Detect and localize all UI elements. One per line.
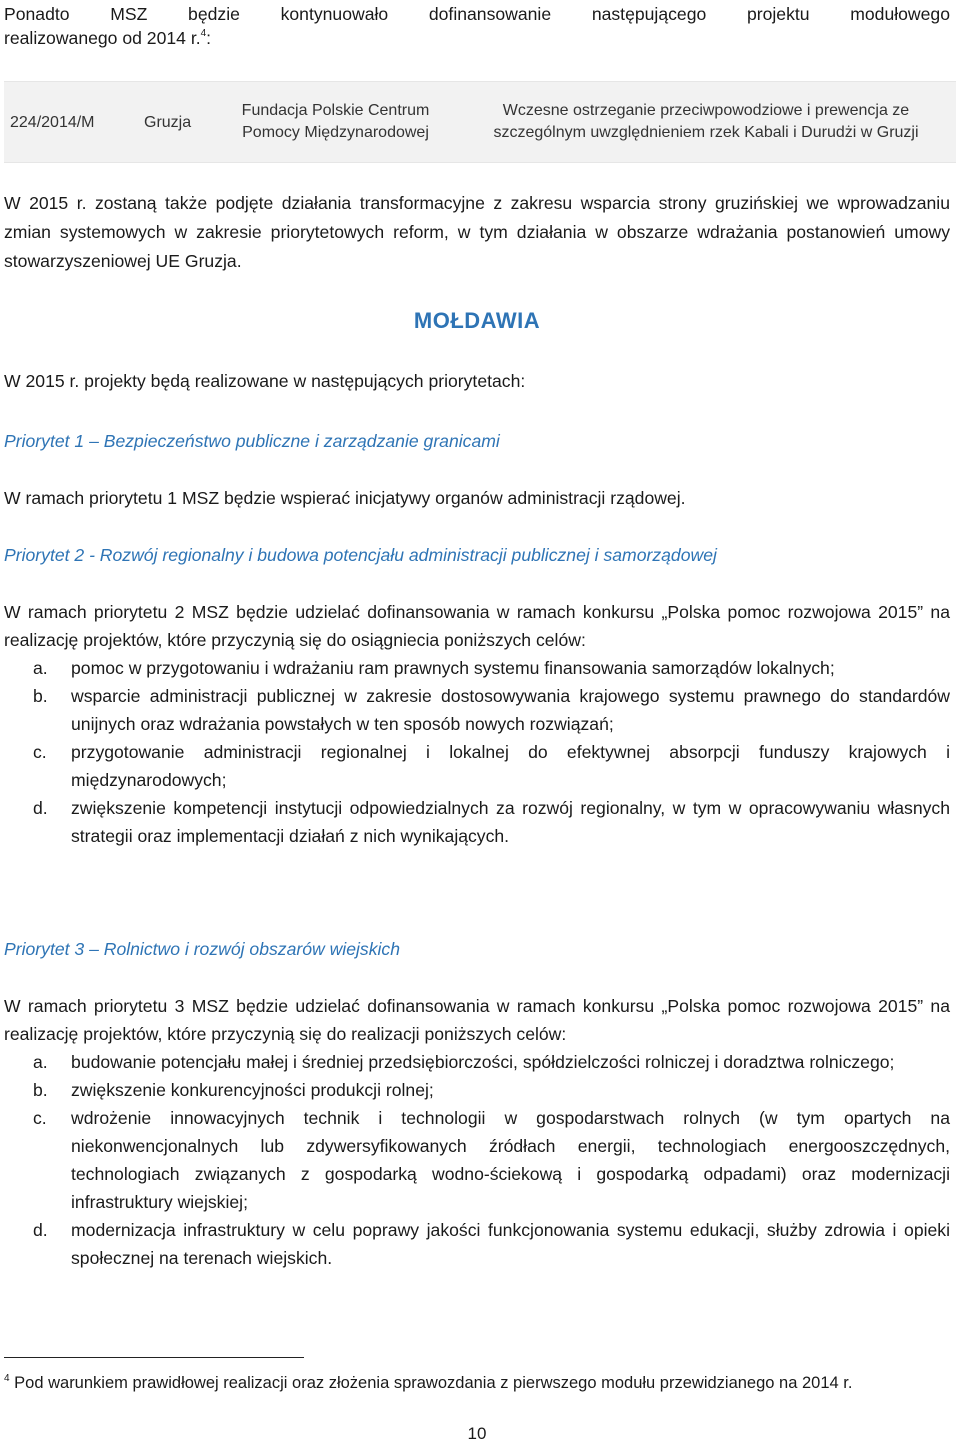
list-item [4,1104,950,1216]
project-organization: Fundacja Polskie Centrum Pomocy Międzynarodowej [241,102,430,141]
footnote [4,1369,950,1397]
list-item-text: przygotowanie administracji regionalnej i lokalnej do efektywnej absorpcji funduszy krajowych i międzynarodowych; [71,742,950,790]
list-item [4,1048,950,1076]
list-marker: c. [33,1108,47,1128]
priority-2-goals-list [4,654,950,850]
intro-line-2-text: realizowanego od 2014 r. [4,28,201,48]
priority-3-heading: Priorytet 3 – Rolnictwo i rozwój obszarów wiejskich [4,939,400,959]
moldova-intro: W 2015 r. projekty będą realizowane w następujących priorytetach: [4,371,526,391]
list-item-text: zwiększenie konkurencyjności produkcji rolnej; [71,1080,434,1100]
list-item [4,1076,950,1104]
list-marker: c. [33,742,47,762]
project-number: 224/2014/M [10,114,95,131]
list-item [4,654,950,682]
list-item-text: modernizacja infrastruktury w celu poprawy jakości funkcjonowania systemu edukacji, służby zdrowia i opieki społecznej na terenach wiejskich. [71,1220,950,1268]
list-marker: d. [33,798,48,818]
page-number: 10 [467,1424,487,1443]
list-item [4,738,950,794]
footnote-number: 4 [4,1373,10,1384]
list-item [4,794,950,850]
priority-1-heading: Priorytet 1 – Bezpieczeństwo publiczne i zarządzanie granicami [4,431,500,451]
priority-3-goals-list [4,1048,950,1272]
intro-line-2-end: : [206,28,212,48]
list-marker: a. [33,658,48,678]
footnote-text: Pod warunkiem prawidłowej realizacji oraz złożenia sprawozdania z pierwszego modułu przewidzianego na 2014 r. [14,1374,853,1392]
list-item-text: budowanie potencjału małej i średniej przedsiębiorczości, spółdzielczości rolniczej i doradztwa rolniczego; [71,1052,895,1072]
project-title: Wczesne ostrzeganie przeciwpowodziowe i prewencja ze szczególnym uwzględnieniem rzek Kabali i Durudżi w Gruzji [493,102,919,141]
priority-3-text: W ramach priorytetu 3 MSZ będzie udzielać dofinansowania w ramach konkursu „Polska pomoc rozwojowa 2015” na realizację projektów, które przyczynią się do realizacji poniższych celów: [4,996,950,1044]
list-marker: d. [33,1220,48,1240]
list-item [4,1216,950,1272]
list-item-text: wdrożenie innowacyjnych technik i technologii w gospodarstwach rolnych (w tym opartych na niekonwencjonalnych lub zdywersyfikowanych źródłach energii, technologiach energooszczędnych, technologiach związanych z gospodarką wodno-ściekową i gospodarką odpadami) oraz modernizacji infrastruktury wiejskiej; [71,1108,950,1212]
intro-line-2 [4,24,211,52]
list-item [4,682,950,738]
list-marker: b. [33,1080,48,1100]
georgia-paragraph: W 2015 r. zostaną także podjęte działania transformacyjne z zakresu wsparcia strony gruzińskiej we wprowadzaniu zmian systemowych w zakresie priorytetowych reform, w tym działania w obszarze wdrażania postanowień umowy stowarzyszeniowej UE Gruzja. [4,193,950,271]
priority-1-text: W ramach priorytetu 1 MSZ będzie wspierać inicjatywy organów administracji rządowej. [4,488,686,508]
footnote-separator [4,1357,304,1358]
list-item-text: zwiększenie kompetencji instytucji odpowiedzialnych za rozwój regionalny, w tym w opracowywaniu własnych strategii oraz implementacji działań z nich wynikających. [71,798,950,846]
footnote-ref[interactable]: 4 [200,28,207,39]
project-country: Gruzja [144,114,192,131]
section-heading-moldova: MOŁDAWIA [413,308,541,333]
intro-line-1: Ponadto MSZ będzie kontynuowało dofinansowanie następującego projektu modułowego [4,4,950,24]
list-item-text: wsparcie administracji publicznej w zakresie dostosowywania krajowego systemu prawnego do standardów unijnych oraz wdrażania powstałych w ten sposób nowych rozwiązań; [71,686,950,734]
priority-2-heading: Priorytet 2 - Rozwój regionalny i budowa potencjału administracji publicznej i samorządowej [4,545,717,565]
list-marker: a. [33,1052,48,1072]
list-item-text: pomoc w przygotowaniu i wdrażaniu ram prawnych systemu finansowania samorządów lokalnych; [71,658,835,678]
project-table [4,81,956,163]
list-marker: b. [33,686,48,706]
priority-2-text: W ramach priorytetu 2 MSZ będzie udzielać dofinansowania w ramach konkursu „Polska pomoc rozwojowa 2015” na realizację projektów, które przyczynią się do osiągniecia poniższych celów: [4,602,950,650]
